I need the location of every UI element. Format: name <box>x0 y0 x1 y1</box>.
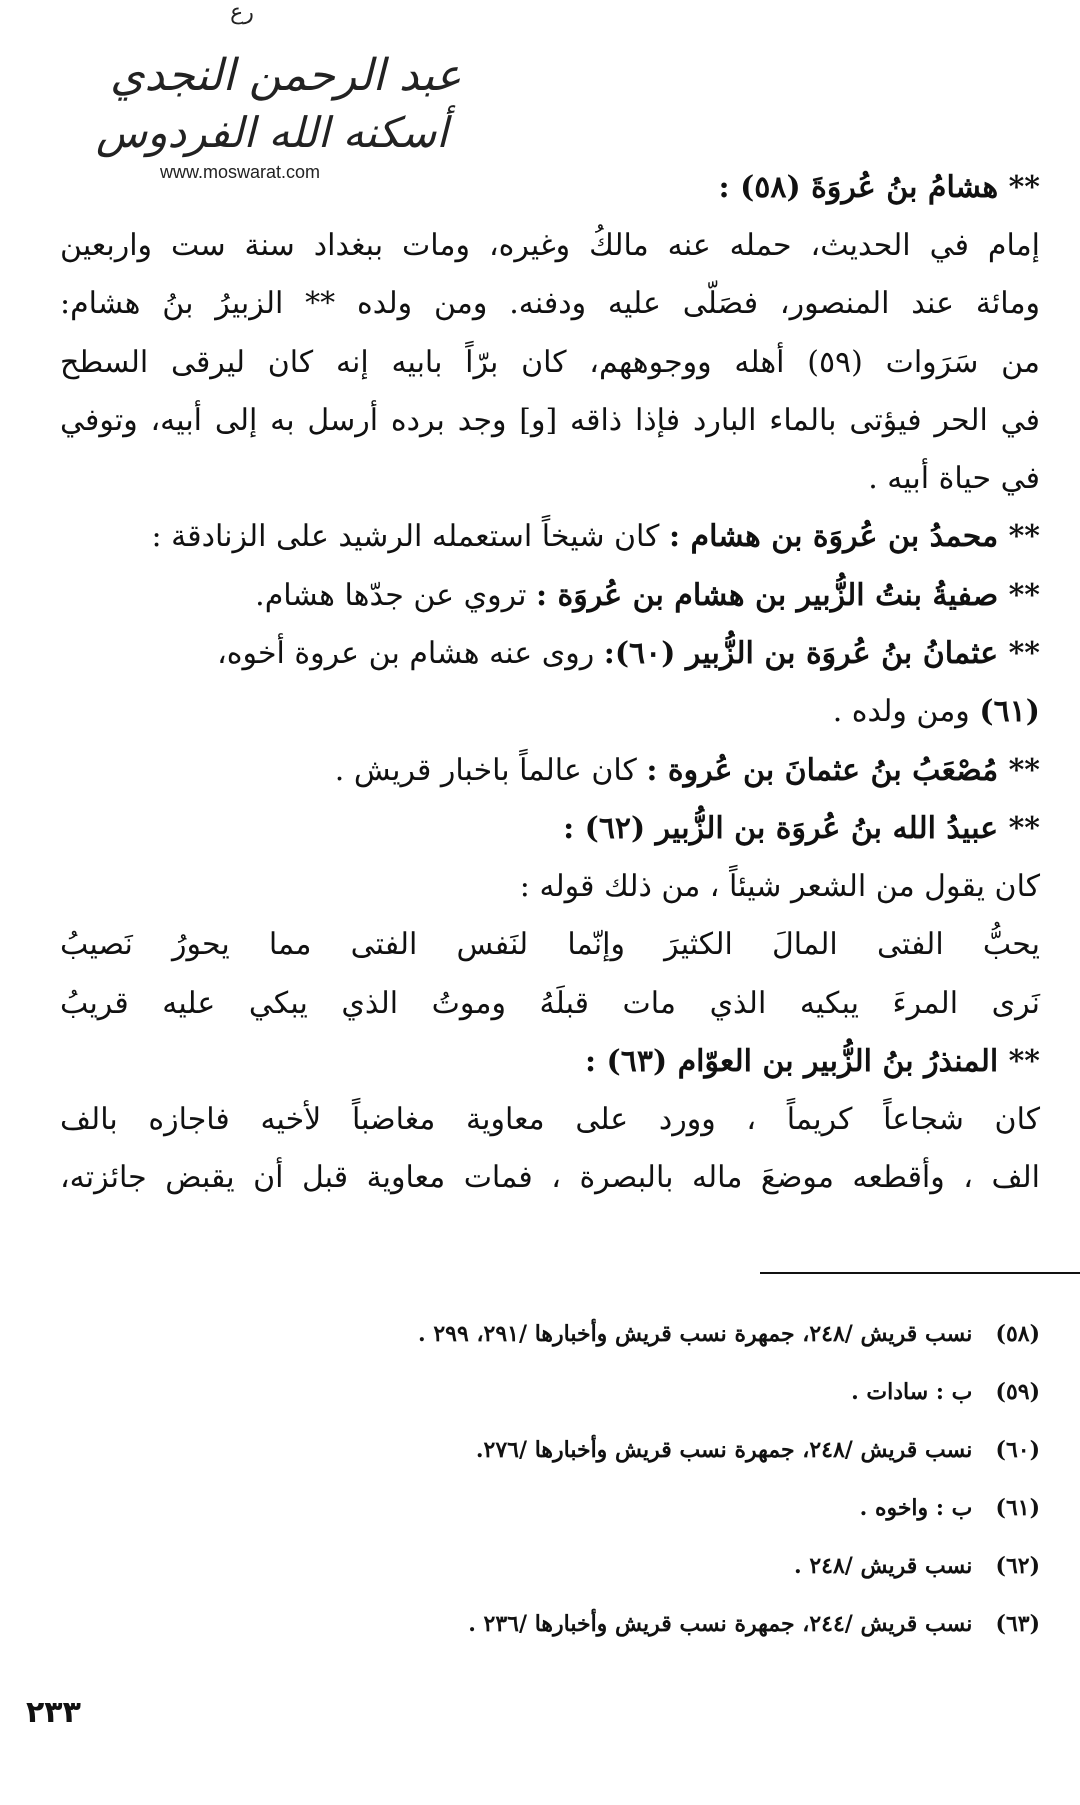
footnote <box>851 1376 1040 1408</box>
entry-heading: (٦١) <box>979 694 1040 729</box>
text-line <box>60 984 1040 1024</box>
text-line <box>719 168 1040 208</box>
entry-heading: ** محمدُ بن عُروَة بن هشام : <box>669 519 1040 554</box>
footnote-text: نسب قريش /٢٤٨، جمهرة نسب قريش وأخبارها /٢٧٦. <box>475 1437 973 1463</box>
entry-text: يحبُّ الفتى المالَ الكثيرَ وإنّما لنَفس الفتى مما يحورُ نَصيبُ <box>60 927 1040 962</box>
text-line <box>60 1100 1040 1140</box>
footnote-number: (٦١) <box>995 1495 1040 1521</box>
footnote <box>418 1318 1040 1350</box>
entry-text: نَرى المرءَ يبكيه الذي مات قبلَهُ وموتُ الذي يبكي عليه قريبُ <box>60 986 1040 1021</box>
text-line <box>60 343 1040 383</box>
stamp-url: www.moswarat.com <box>159 162 321 182</box>
entry-text: ومائة عند المنصور، فصَلّى عليه ودفنه. ومن ولده ** الزبيرُ بنُ هشام: <box>60 286 1040 321</box>
text-line <box>585 1042 1040 1082</box>
entry-text: تروي عن جدّها هشام. <box>255 578 527 613</box>
entry-text: كان شجاعاً كريماً ، وورد على معاوية مغاضباً لأخيه فاجازه بالف <box>60 1102 1040 1137</box>
entry-heading: ** مُصْعَبُ بنُ عثمانَ بن عُروة : <box>646 753 1040 788</box>
entry-heading: ** المنذرُ بنُ الزُّبير بن العوّام (٦٣) : <box>584 1044 1040 1079</box>
footnote-number: (٥٨) <box>995 1321 1040 1347</box>
entry-text: الف ، وأقطعه موضعَ ماله بالبصرة ، فمات معاوية قبل أن يقبض جائزته، <box>60 1160 1040 1195</box>
footnote-text: نسب قريش /٢٤٨، جمهرة نسب قريش وأخبارها /٢٩١، ٢٩٩ . <box>418 1321 973 1347</box>
entry-text: روى عنه هشام بن عروة أخوه، <box>217 636 595 671</box>
text-line <box>217 634 1040 674</box>
entry-text: كان عالماً باخبار قريش . <box>334 753 637 788</box>
entry-text: في الحر فيؤتى بالماء البارد فإذا ذاقه [و] وجد برده أرسل به إلى أبيه، وتوفي <box>60 403 1040 438</box>
text-line <box>60 226 1040 266</box>
text-line <box>60 925 1040 965</box>
text-line <box>335 751 1040 791</box>
entry-text: في حياة أبيه . <box>868 461 1040 496</box>
entry-text: من سَرَوات (٥٩) أهله ووجوههم، كان برّاً بابيه إنه كان ليرقى السطح <box>60 345 1040 380</box>
entry-heading: ** هشامُ بنُ عُروَةَ (٥٨) : <box>718 170 1040 205</box>
stamp-prayer: أسكنه الله الفردوس <box>96 108 448 157</box>
text-line <box>60 401 1040 441</box>
text-line <box>563 809 1040 849</box>
page-number: ٢٣٣ <box>26 1695 81 1730</box>
footnote-text: ب : سادات . <box>851 1379 973 1405</box>
text-line <box>833 692 1040 732</box>
footnote-number: (٥٩) <box>995 1379 1040 1405</box>
text-line <box>60 284 1040 324</box>
footnote-number: (٦٣) <box>995 1611 1040 1637</box>
stamp-mark: رع <box>230 0 254 25</box>
footnote-rule <box>760 1272 1080 1274</box>
text-line <box>868 459 1040 499</box>
footnote <box>860 1492 1040 1524</box>
footnote <box>468 1608 1040 1640</box>
entry-text: ومن ولده . <box>832 694 970 729</box>
entry-heading: ** صفيةُ بنتُ الزُّبير بن هشام بن عُروَة : <box>536 578 1040 613</box>
footnote-text: نسب قريش /٢٤٤، جمهرة نسب قريش وأخبارها /٢٣٦ . <box>468 1611 973 1637</box>
entry-text: إمام في الحديث، حمله عنه مالكُ وغيره، ومات ببغداد سنة ست واربعين <box>60 228 1040 263</box>
stamp-name: عبد الرحمن النجدي <box>110 50 462 101</box>
footnote <box>794 1550 1040 1582</box>
text-line <box>152 517 1040 557</box>
entry-text: كان يقول من الشعر شيئاً ، من ذلك قوله : <box>519 869 1040 904</box>
footnote-number: (٦٢) <box>995 1553 1040 1579</box>
entry-text: كان شيخاً استعمله الرشيد على الزنادقة : <box>151 519 660 554</box>
footnote <box>476 1434 1040 1466</box>
text-line <box>255 576 1040 616</box>
entry-heading: ** عثمانُ بنُ عُروَة بن الزُّبير (٦٠): <box>603 636 1040 671</box>
text-line <box>520 867 1040 907</box>
footnote-text: نسب قريش /٢٤٨ . <box>794 1553 973 1579</box>
footnote-number: (٦٠) <box>995 1437 1040 1463</box>
text-line <box>60 1158 1040 1198</box>
entry-heading: ** عبيدُ الله بنُ عُروَة بن الزُّبير (٦٢) : <box>563 811 1040 846</box>
footnote-text: ب : واخوه . <box>859 1495 973 1521</box>
